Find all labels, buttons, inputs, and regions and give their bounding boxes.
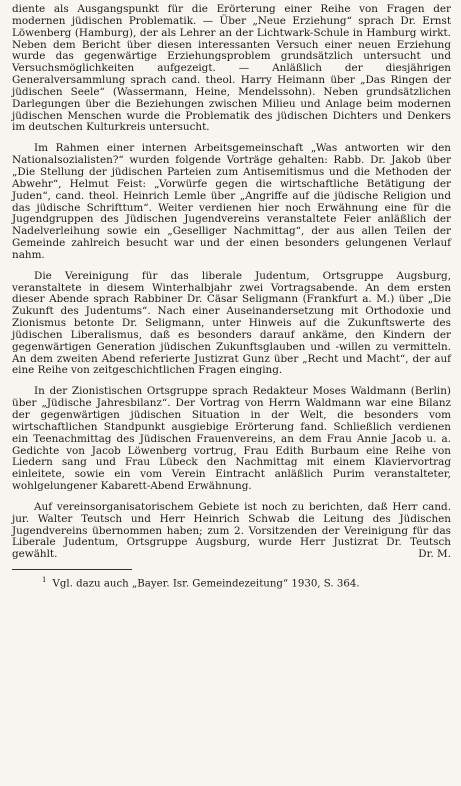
author-signature: Dr. M. — [418, 548, 451, 561]
paragraph-4: In der Zionistischen Ortsgruppe sprach Redakteur Moses Waldmann (Berlin) über „Jüdische Jahresbilanz“. Der Vortrag von Herrn Waldmann war eine Bilanz der gegenwärtigen jüdischen Situation in der Welt, die besonders vom wirtschaftlichen Standpunkt ausgiebige Erörterung fand. Schließlich verdienen ein Teenachmittag des Jüdischen Frauenvereins, an dem Frau Annie Jacob u. a. Gedichte von Jacob Löwenberg vortrug, Frau Edith Burbaum eine Reihe von Liedern sang und Frau Lübeck den Nachmittag mit einem Klaviervortrag einleitete, sowie ein vom Verein Eintracht anläßlich Purim veranstalteter, wohlgelungener Kabarett-Abend Erwähnung. — [12, 385, 451, 493]
paragraph-5 — [12, 502, 451, 561]
paragraph-3: Die Vereinigung für das liberale Judentum, Ortsgruppe Augsburg, veranstaltete in diesem Winterhalbjahr zwei Vortragsabende. An dem ersten dieser Abende sprach Rabbiner Dr. Cäsar Seligmann (Frankfurt a. M.) über „Die Zukunft des Judentums“. Nach einer Auseinandersetzung mit Orthodoxie und Zionismus betonte Dr. Seligmann, unter Hinweis auf die Zukunftswerte des jüdischen Liberalismus, daß es besonders darauf ankäme, den Kindern der gegenwärtigen Generation jüdischen Zukunftsglauben und -willen zu vermitteln. An dem zweiten Abend referierte Justizrat Gunz über „Recht und Macht“, der auf eine Reihe von zeitgeschichtlichen Fragen einging. — [12, 269, 451, 377]
paragraph-5-text: Auf vereinsorganisatorischem Gebiete ist noch zu berichten, daß Herr cand. jur. Walter Teutsch und Herr Heinrich Schwab die Leitung des Jüdischen Jugendvereins übernommen haben; zum 2. Vorsitzenden der Vereinigung für das Liberale Judentum, Ortsgruppe Augsburg, wurde Herr Justizrat Dr. Teutsch gewählt. — [12, 500, 451, 561]
footnote-divider — [12, 569, 132, 570]
footnote-text: Vgl. dazu auch „Bayer. Isr. Gemeindezeitung“ 1930, S. 364. — [52, 578, 360, 590]
paragraph-2: Im Rahmen einer internen Arbeitsgemeinschaft „Was antworten wir den Nationalsozialisten?“ wurden folgende Vorträge gehalten: Rabb. Dr. Jakob über „Die Stellung der jüdischen Parteien zum Antisemitismus und die Methoden der Abwehr“, Helmut Feist: „Vorwürfe gegen die wirtschaftliche Betätigung der Juden“, cand. theol. Heinrich Lemle über „Angriffe auf die jüdische Religion und das jüdische Schrifttum“. Weiter verdienen hier noch Erwähnung eine für die Jugendgruppen des Jüdischen Jugendvereins veranstaltete Feier anläßlich der Nadelverleihung sowie ein „Geselliger Nachmittag“, der aus allen Teilen der Gemeinde zahlreich besucht war und der einen besonders gelungenen Verlauf nahm. — [12, 142, 451, 261]
paragraph-1: diente als Ausgangspunkt für die Erörterung einer Reihe von Fragen der modernen jüdischen Problematik. — Über „Neue Erziehung“ sprach Dr. Ernst Löwenberg (Hamburg), der als Lehrer an der Lichtwark-Schule in Hamburg wirkt. Neben dem Bericht über diesen interessanten Versuch einer neuen Erziehung wurde das gegenwärtige Erziehungsproblem grundsätzlich untersucht und Versuchsmöglichkeiten aufgezeigt. — Anläßlich der diesjährigen Generalversammlung sprach cand. theol. Harry Heimann über „Das Ringen der jüdischen Seele“ (Wassermann, Heine, Mendelssohn). Neben grundsätzlichen Darlegungen über die Beziehungen zwischen Milieu und Anlage beim modernen jüdischen Menschen wurde die Problematik des jüdischen Dichters und Denkers im deutschen Kulturkreis untersucht. — [12, 3, 451, 134]
footnote — [42, 574, 451, 590]
footnote-mark: 1 — [42, 576, 47, 585]
